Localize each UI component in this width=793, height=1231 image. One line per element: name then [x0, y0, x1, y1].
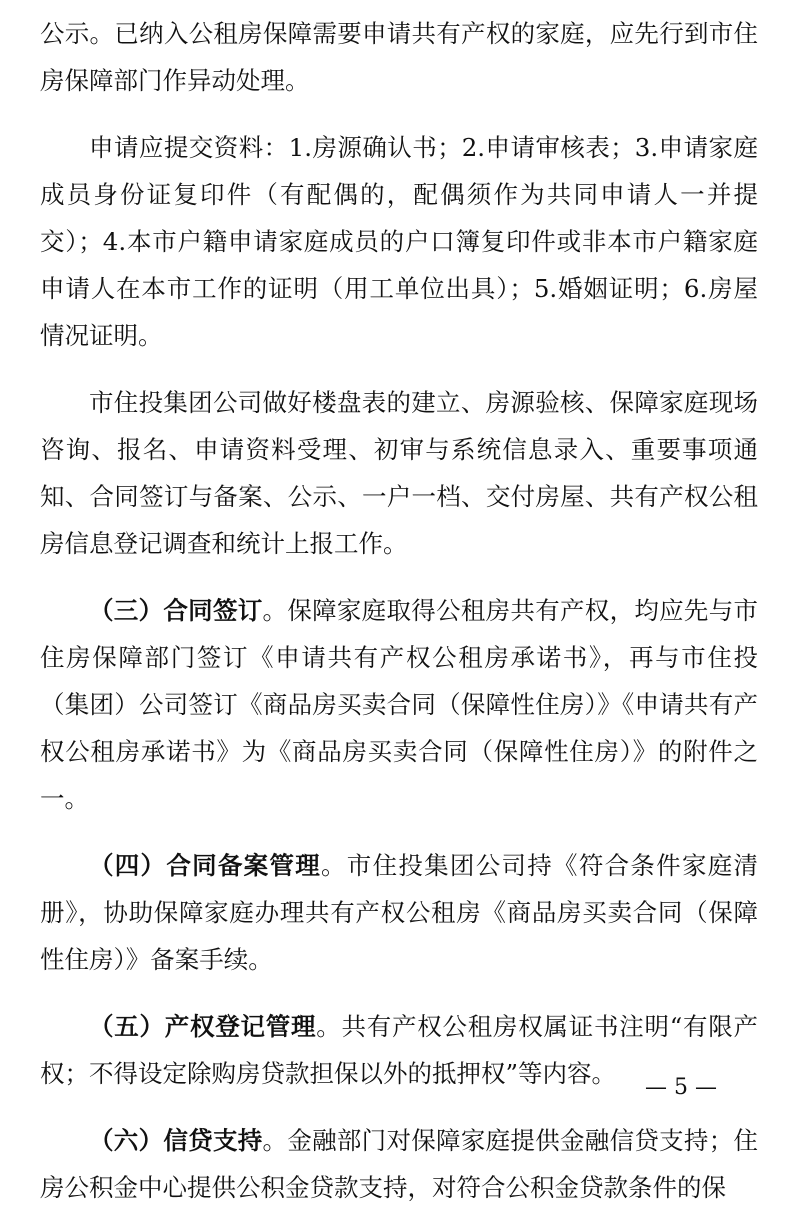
section-heading-credit-support: （六）信贷支持: [89, 1126, 263, 1155]
paragraph-7-text: 。金融部门对保障家庭提供金融信贷支持；住房公积金中心提供公积金贷款支持，对符合公积金贷款条件的保: [40, 1126, 759, 1202]
paragraph-2: [40, 124, 758, 359]
paragraph-5: [40, 842, 758, 983]
paragraph-4: [40, 587, 758, 822]
paragraph-1: [40, 10, 758, 104]
paragraph-4-text: 。保障家庭取得公租房共有产权，均应先与市住房保障部门签订《申请共有产权公租房承诺书》，再与市住投（集团）公司签订《商品房买卖合同（保障性住房）》《申请共有产权公租房承诺书》为《商品房买卖合同（保障性住房）》的附件之一。: [40, 596, 759, 813]
paragraph-7: [40, 1117, 758, 1211]
page-number: — 5 —: [645, 1075, 717, 1100]
paragraph-2-text: 申请应提交资料：1.房源确认书；2.申请审核表；3.申请家庭成员身份证复印件（有配偶的，配偶须作为共同申请人一并提交）；4.本市户籍申请家庭成员的户口簿复印件或非本市户籍家庭申请人在本市工作的证明（用工单位出具）；5.婚姻证明；6.房屋情况证明。: [40, 133, 758, 350]
section-heading-property-registration: （五）产权登记管理: [89, 1012, 317, 1041]
paragraph-6-text: 。共有产权公租房权属证书注明“有限产权；不得设定除购房贷款担保以外的抵押权”等内容。: [40, 1012, 759, 1088]
section-heading-contract-signing: （三）合同签订: [89, 596, 263, 625]
paragraph-1-text: 公示。已纳入公租房保障需要申请共有产权的家庭，应先行到市住房保障部门作异动处理。: [40, 19, 758, 95]
section-heading-contract-filing: （四）合同备案管理: [89, 851, 322, 880]
paragraph-3: [40, 379, 758, 567]
paragraph-3-text: 市住投集团公司做好楼盘表的建立、房源验核、保障家庭现场咨询、报名、申请资料受理、初审与系统信息录入、重要事项通知、合同签订与备案、公示、一户一档、交付房屋、共有产权公租房信息登记调查和统计上报工作。: [40, 388, 758, 558]
paragraph-5-text: 。市住投集团公司持《符合条件家庭清册》，协助保障家庭办理共有产权公租房《商品房买卖合同（保障性住房）》备案手续。: [40, 851, 759, 974]
document-body: [40, 10, 758, 1231]
